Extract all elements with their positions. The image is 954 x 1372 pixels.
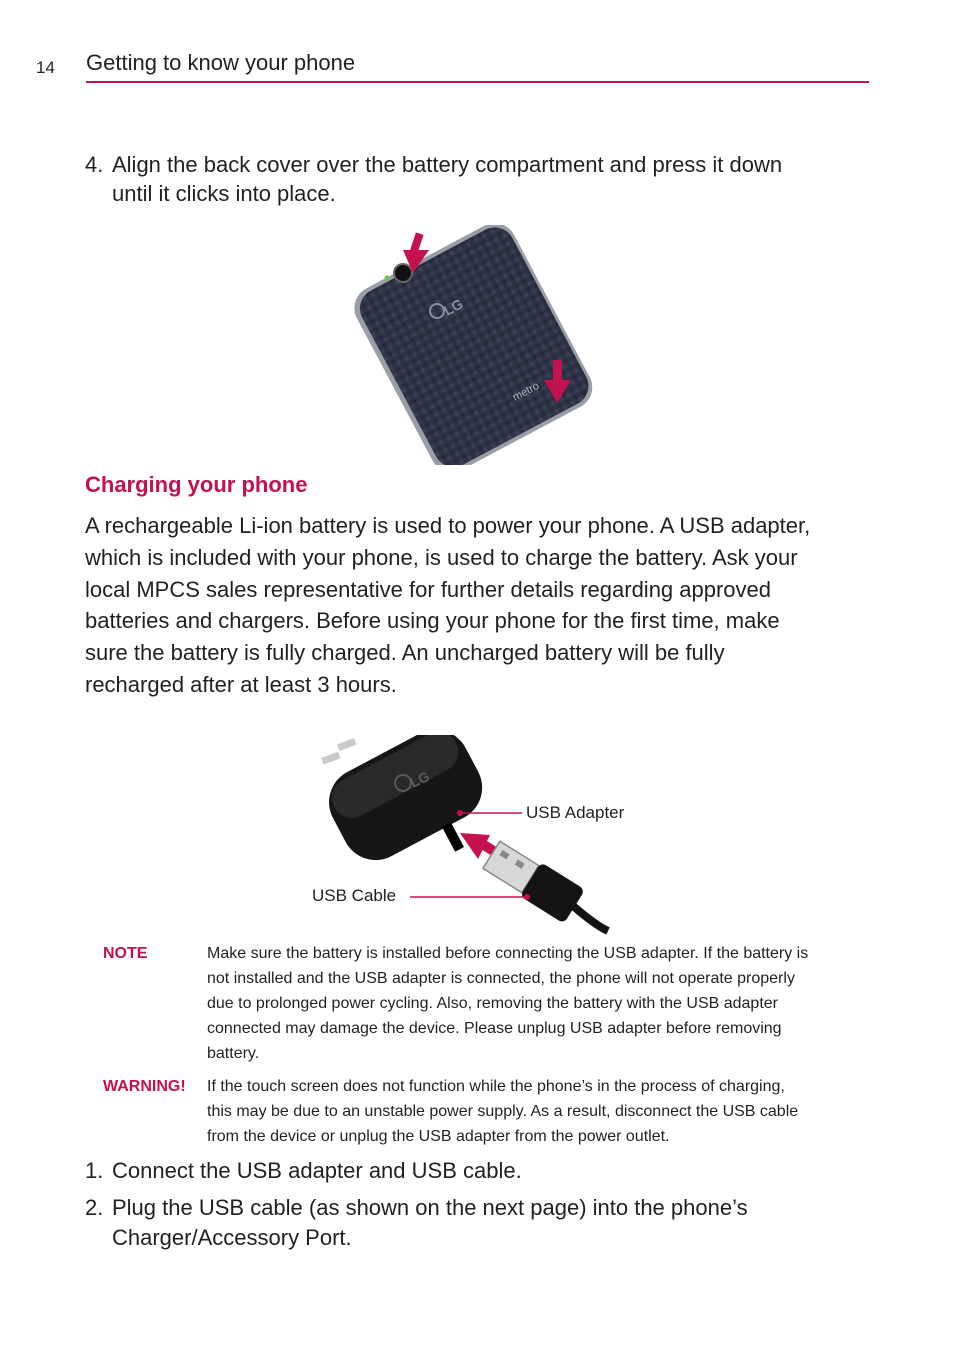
page-number: 14 xyxy=(36,58,55,77)
header-rule xyxy=(86,81,869,83)
step-number: 2. xyxy=(85,1195,104,1220)
step-text-line: Align the back cover over the battery compartment and press it down xyxy=(112,152,783,177)
warning-line: this may be due to an unstable power supply. As a result, disconnect the USB cable xyxy=(207,1103,799,1120)
warning-line: from the device or unplug the USB adapter from the power outlet. xyxy=(207,1128,670,1145)
paragraph-line: A rechargeable Li-ion battery is used to power your phone. A USB adapter, xyxy=(85,513,811,538)
step-number: 1. xyxy=(85,1158,104,1183)
paragraph-line: batteries and chargers. Before using your phone for the first time, make xyxy=(85,608,780,634)
note-line: not installed and the USB adapter is connected, the phone will not operate properly xyxy=(207,970,795,987)
step-4 xyxy=(85,150,885,210)
paragraph-line: which is included with your phone, is used to charge the battery. Ask your xyxy=(85,544,798,570)
section-title: Charging your phone xyxy=(85,472,308,497)
usb-cable-label: USB Cable xyxy=(312,886,397,905)
note-line: connected may damage the device. Please unplug USB adapter before removing xyxy=(207,1020,782,1037)
carrier-text: metro xyxy=(510,379,542,404)
note-line: battery. xyxy=(207,1045,260,1062)
step-text-line: until it clicks into place. xyxy=(112,181,336,206)
note-text xyxy=(207,941,877,1066)
charging-paragraph xyxy=(85,510,875,701)
note-line: due to prolonged power cycling. Also, removing the battery with the USB adapter xyxy=(207,995,778,1012)
warning-tag: WARNING! xyxy=(103,1078,186,1095)
step-text-line: Plug the USB cable (as shown on the next page) into the phone’s xyxy=(112,1195,748,1220)
step-text-line: Charger/Accessory Port. xyxy=(112,1225,352,1250)
phone-back-cover-illustration xyxy=(325,225,620,465)
step-2 xyxy=(85,1193,885,1253)
paragraph-line: local MPCS sales representative for further details regarding approved xyxy=(85,576,772,602)
usb-adapter-label: USB Adapter xyxy=(526,803,625,822)
paragraph-line: sure the battery is fully charged. An uncharged battery will be fully xyxy=(85,640,725,666)
note-line: Make sure the battery is installed before connecting the USB adapter. If the battery is xyxy=(207,945,809,962)
phone-brand-text: LG xyxy=(440,295,466,319)
warning-line: If the touch screen does not function while the phone’s in the process of charging, xyxy=(207,1078,785,1095)
note-tag: NOTE xyxy=(103,945,148,962)
adapter-brand-text: LG xyxy=(407,767,432,791)
paragraph-line: recharged after at least 3 hours. xyxy=(85,671,397,697)
step-number: 4. xyxy=(85,152,104,177)
page-title: Getting to know your phone xyxy=(86,50,356,75)
step-1 xyxy=(85,1156,885,1186)
warning-block xyxy=(103,1074,883,1149)
warning-text xyxy=(207,1074,877,1149)
step-text-line: Connect the USB adapter and USB cable. xyxy=(112,1158,522,1183)
note-block xyxy=(103,941,883,1066)
